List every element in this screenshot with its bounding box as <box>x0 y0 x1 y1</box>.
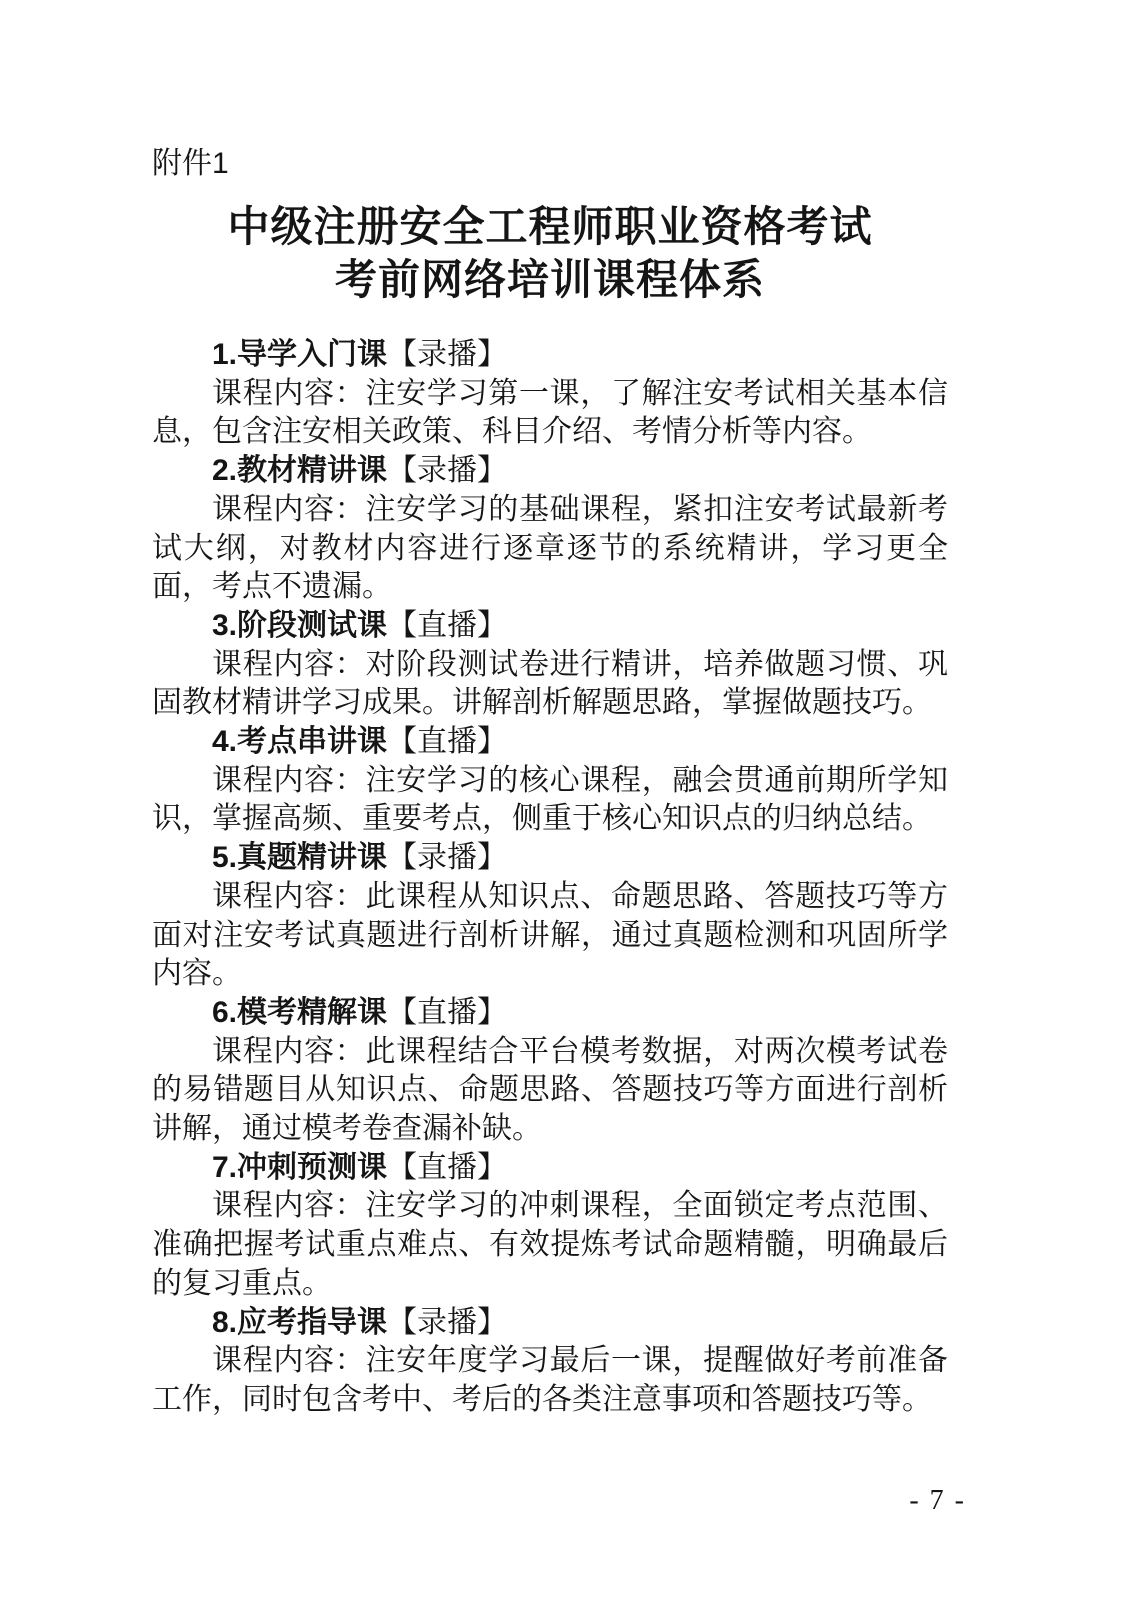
course-name-4: 4.考点串讲课 <box>212 725 388 759</box>
document-title-line-2: 考前网络培训课程体系 <box>334 258 765 304</box>
course-heading-5 <box>152 839 948 878</box>
course-name-2: 2.教材精讲课 <box>212 454 388 488</box>
course-name-6: 6.模考精解课 <box>212 995 388 1029</box>
course-heading-3 <box>152 607 948 646</box>
course-list <box>152 336 948 1420</box>
course-section-7 <box>152 1149 948 1304</box>
course-description-5: 课程内容：此课程从知识点、命题思路、答题技巧等方面对注安考试真题进行剖析讲解，通过真题检测和巩固所学内容。 <box>152 879 948 991</box>
course-description-1: 课程内容：注安学习第一课，了解注安考试相关基本信息，包含注安相关政策、科目介绍、考情分析等内容。 <box>152 376 948 449</box>
attachment-label: 附件1 <box>152 147 229 180</box>
course-heading-4 <box>152 723 948 762</box>
course-heading-7 <box>152 1149 948 1188</box>
course-heading-8 <box>152 1304 948 1343</box>
course-heading-6 <box>152 994 948 1033</box>
course-mode-5: 【录播】 <box>387 841 508 875</box>
course-mode-1: 【录播】 <box>387 338 508 371</box>
course-description-6: 课程内容：此课程结合平台模考数据，对两次模考试卷的易错题目从知识点、命题思路、答题技巧等方面进行剖析讲解，通过模考卷查漏补缺。 <box>152 1034 948 1146</box>
course-section-4 <box>152 723 948 839</box>
course-section-3 <box>152 607 948 723</box>
course-mode-3: 【直播】 <box>387 608 508 642</box>
course-heading-1 <box>152 336 948 375</box>
course-mode-2: 【录播】 <box>387 454 508 488</box>
course-name-1: 1.导学入门课 <box>212 338 388 371</box>
document-title-line-1: 中级注册安全工程师职业资格考试 <box>227 205 873 251</box>
course-description-3: 课程内容：对阶段测试卷进行精讲，培养做题习惯、巩固教材精讲学习成果。讲解剖析解题思路，掌握做题技巧。 <box>152 647 948 720</box>
course-mode-6: 【直播】 <box>387 995 508 1029</box>
course-name-5: 5.真题精讲课 <box>212 841 388 875</box>
course-section-2 <box>152 452 948 607</box>
course-description-2: 课程内容：注安学习的基础课程，紧扣注安考试最新考试大纲，对教材内容进行逐章逐节的系统精讲，学习更全面，考点不遗漏。 <box>152 492 948 604</box>
course-name-8: 8.应考指导课 <box>212 1305 388 1339</box>
course-section-8 <box>152 1304 948 1420</box>
course-mode-8: 【录播】 <box>387 1305 508 1339</box>
course-heading-2 <box>152 452 948 491</box>
course-section-6 <box>152 994 948 1149</box>
course-mode-4: 【直播】 <box>387 725 508 759</box>
course-section-1 <box>152 336 948 452</box>
course-description-8: 课程内容：注安年度学习最后一课，提醒做好考前准备工作，同时包含考中、考后的各类注意事项和答题技巧等。 <box>152 1344 948 1416</box>
course-description-7: 课程内容：注安学习的冲刺课程，全面锁定考点范围、准确把握考试重点难点、有效提炼考试命题精髓，明确最后的复习重点。 <box>152 1189 948 1300</box>
course-name-3: 3.阶段测试课 <box>212 608 388 642</box>
document-title <box>152 202 948 308</box>
page-number: - 7 - <box>909 1485 966 1516</box>
course-description-4: 课程内容：注安学习的核心课程，融会贯通前期所学知识，掌握高频、重要考点，侧重于核心知识点的归纳总结。 <box>152 763 948 836</box>
document-content <box>152 0 948 1420</box>
course-mode-7: 【直播】 <box>387 1150 508 1184</box>
course-section-5 <box>152 839 948 994</box>
course-name-7: 7.冲刺预测课 <box>212 1150 388 1184</box>
